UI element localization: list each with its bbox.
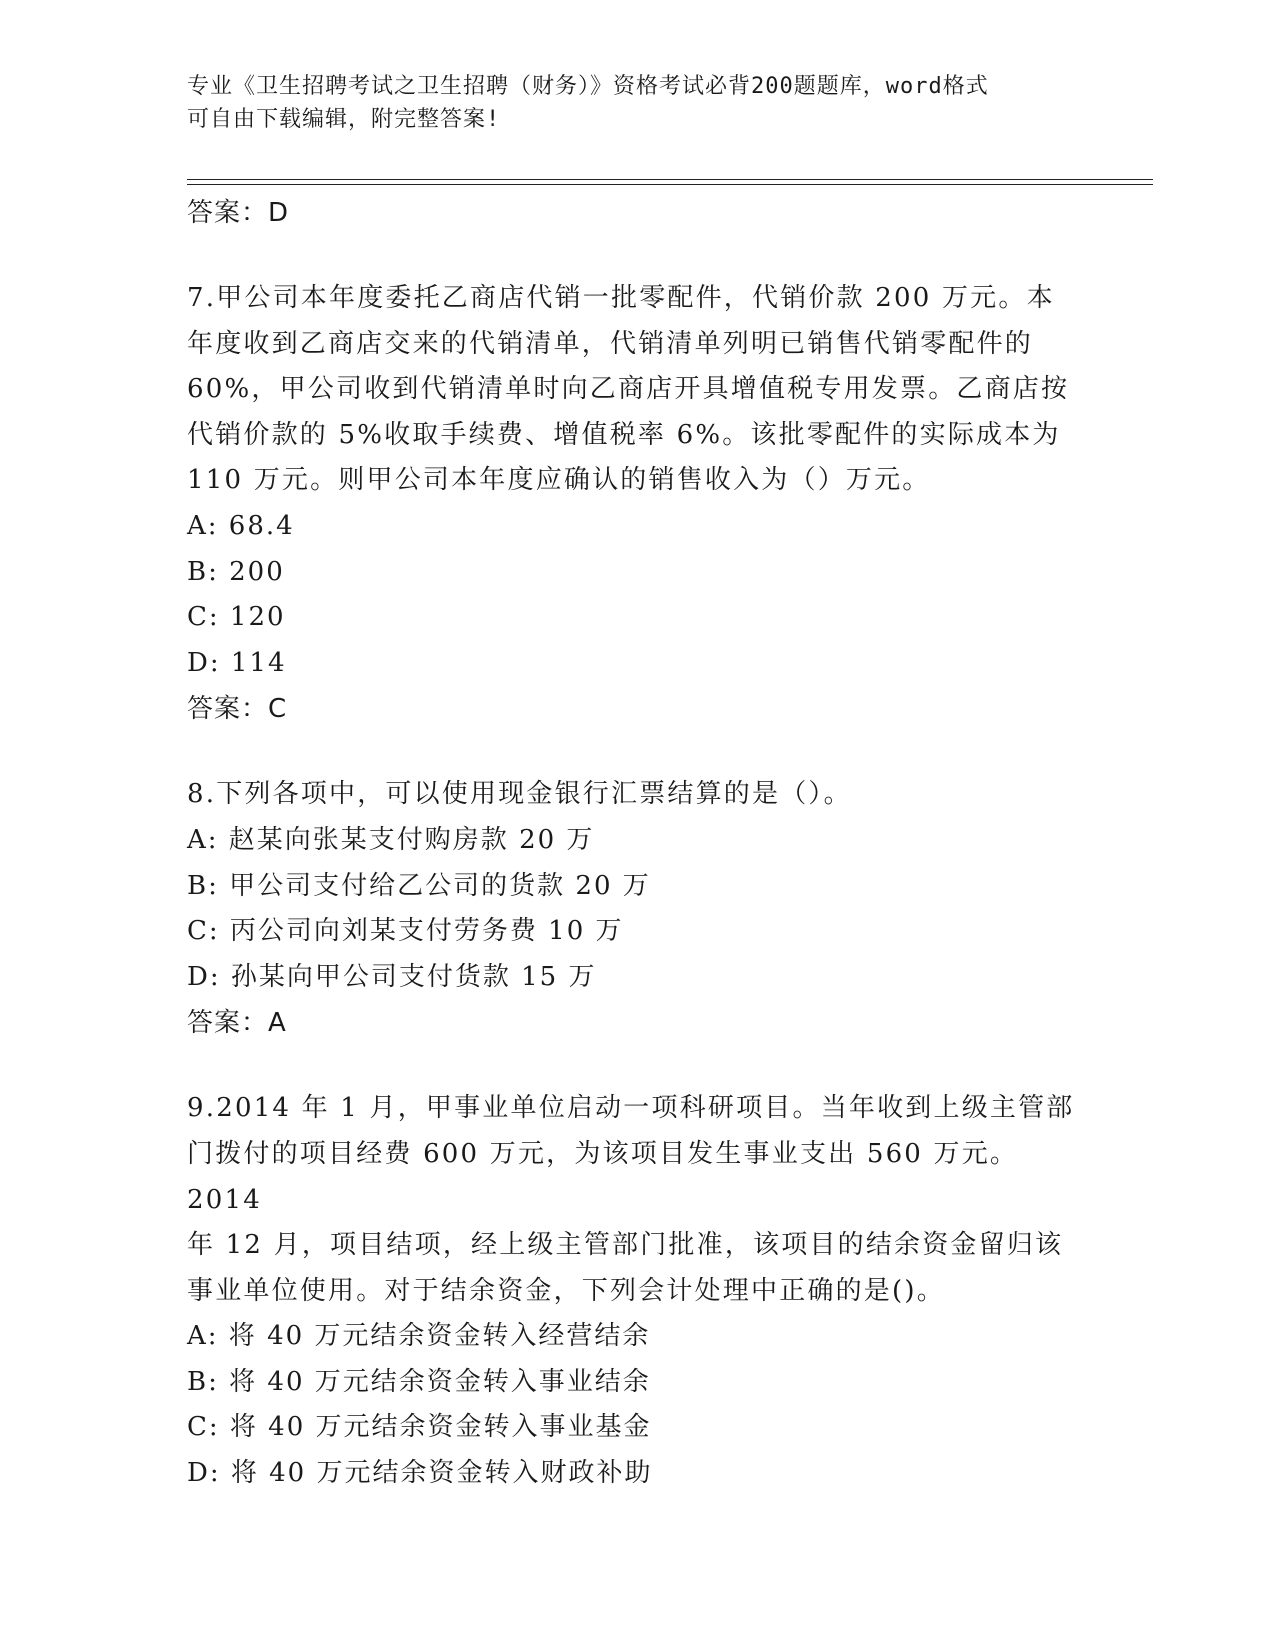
option-b: B: 200: [187, 556, 285, 587]
question-line: 事业单位使用。对于结余资金，下列会计处理中正确的是()。: [187, 1275, 945, 1306]
question-line: 60%，甲公司收到代销清单时向乙商店开具增值税专用发票。乙商店按: [187, 374, 1070, 405]
header-line-2: 可自由下载编辑，附完整答案!: [187, 107, 501, 132]
question-line: 7.甲公司本年度委托乙商店代销一批零配件，代销价款 200 万元。本: [187, 283, 1055, 313]
option-a: A: 68.4: [187, 510, 295, 541]
previous-answer: 答案：D: [187, 198, 290, 228]
option-d: D: 孙某向甲公司支付货款 15 万: [187, 961, 597, 992]
question-line: 110 万元。则甲公司本年度应确认的销售收入为（）万元。: [187, 465, 931, 496]
option-d: D: 将 40 万元结余资金转入财政补助: [187, 1458, 653, 1489]
option-d: D: 114: [187, 647, 287, 678]
header-line-1: 专业《卫生招聘考试之卫生招聘（财务）》资格考试必背200题题库，word格式: [187, 74, 989, 99]
document-header: [187, 70, 1067, 136]
option-c: C: 120: [187, 602, 286, 633]
question-line: 9.2014 年 1 月，甲事业单位启动一项科研项目。当年收到上级主管部: [187, 1093, 1075, 1124]
option-a: A: 将 40 万元结余资金转入经营结余: [187, 1321, 651, 1352]
option-c: C: 将 40 万元结余资金转入事业基金: [187, 1412, 652, 1443]
question-text: [187, 1086, 1087, 1314]
question-7: [187, 276, 1087, 732]
option-a: A: 赵某向张某支付购房款 20 万: [187, 824, 595, 855]
option-b: B: 甲公司支付给乙公司的货款 20 万: [187, 870, 651, 901]
question-line: 代销价款的 5%收取手续费、增值税率 6%。该批零配件的实际成本为: [187, 419, 1061, 450]
question-line: 年度收到乙商店交来的代销清单，代销清单列明已销售代销零配件的: [187, 328, 1034, 359]
question-line: 门拨付的项目经费 600 万元，为该项目发生事业支出 560 万元。2014: [187, 1138, 1019, 1215]
question-line: 8.下列各项中，可以使用现金银行汇票结算的是（）。: [187, 779, 852, 810]
option-b: B: 将 40 万元结余资金转入事业结余: [187, 1366, 651, 1397]
question-line: 年 12 月，项目结项，经上级主管部门批准，该项目的结余资金留归该: [187, 1230, 1064, 1261]
question-9: [187, 1086, 1087, 1496]
option-c: C: 丙公司向刘某支付劳务费 10 万: [187, 916, 624, 947]
header-divider-top: [187, 179, 1153, 180]
answer-line: 答案：A: [187, 1008, 287, 1039]
header-divider-bottom: [187, 184, 1153, 185]
question-8: [187, 772, 1087, 1046]
question-text: [187, 772, 1087, 818]
question-text: [187, 276, 1087, 504]
answer-line: 答案：C: [187, 694, 288, 725]
document-body: [187, 190, 1087, 1497]
